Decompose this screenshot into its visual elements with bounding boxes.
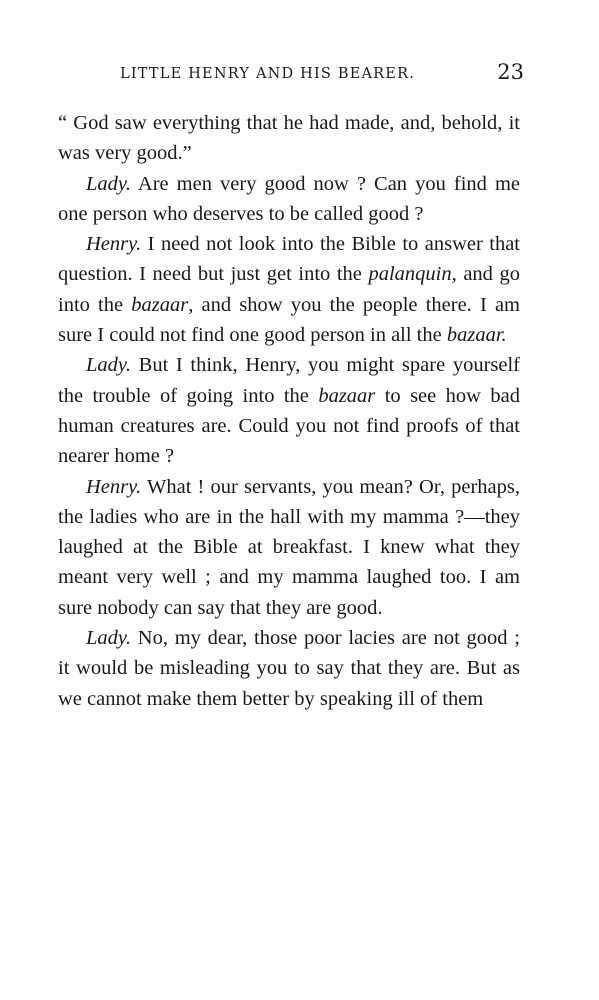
text-run: Are men very good now ? Can you find me one person who deserves to be called good ? [58,172,520,225]
paragraph [58,350,520,471]
paragraph [58,623,520,714]
text-run: What ! our servants, you mean? Or, perhaps, the ladies who are in the hall with my mamma ?—they laughed at the Bible at breakfast. I knew what they meant very well ; and my mamma laughed too. I am sure nobody can say that they are good. [58,475,520,619]
body-text [58,108,520,714]
text-run: , and show you the people there. I am sure I could not find one good person in all the [58,293,520,347]
italic-text: bazaar. [446,324,507,347]
speaker-name: Lady. [86,354,131,377]
text-run: to see how bad human creatures are. Could you not find proofs of that nearer home ? [58,384,520,468]
book-page [58,58,524,714]
italic-text: palanquin [368,263,452,286]
speaker-name: Henry. [86,233,142,256]
text-run: But I think, Henry, you might spare yourself the trouble of going into the [58,354,520,407]
text-run: , and go into the [58,263,520,316]
running-head [58,58,524,98]
paragraph [58,472,520,623]
page-number: 23 [497,60,524,84]
text-run: “ God saw everything that he had made, and, behold, it was very good.” [58,112,520,165]
paragraph [58,108,520,169]
italic-text: bazaar [131,293,189,316]
running-title: LITTLE HENRY AND HIS BEARER. [120,66,416,82]
text-run: I need not look into the Bible to answer that question. I need but just get into the [58,233,520,286]
text-run: No, my dear, those poor lacies are not good ; it would be misleading you to say that they are. But as we cannot make them better by speaking ill of them [58,627,520,710]
paragraph [58,169,520,230]
paragraph [58,229,520,350]
italic-text: bazaar [318,384,376,407]
speaker-name: Lady. [86,172,131,195]
speaker-name: Henry. [86,475,142,498]
speaker-name: Lady. [86,627,131,650]
